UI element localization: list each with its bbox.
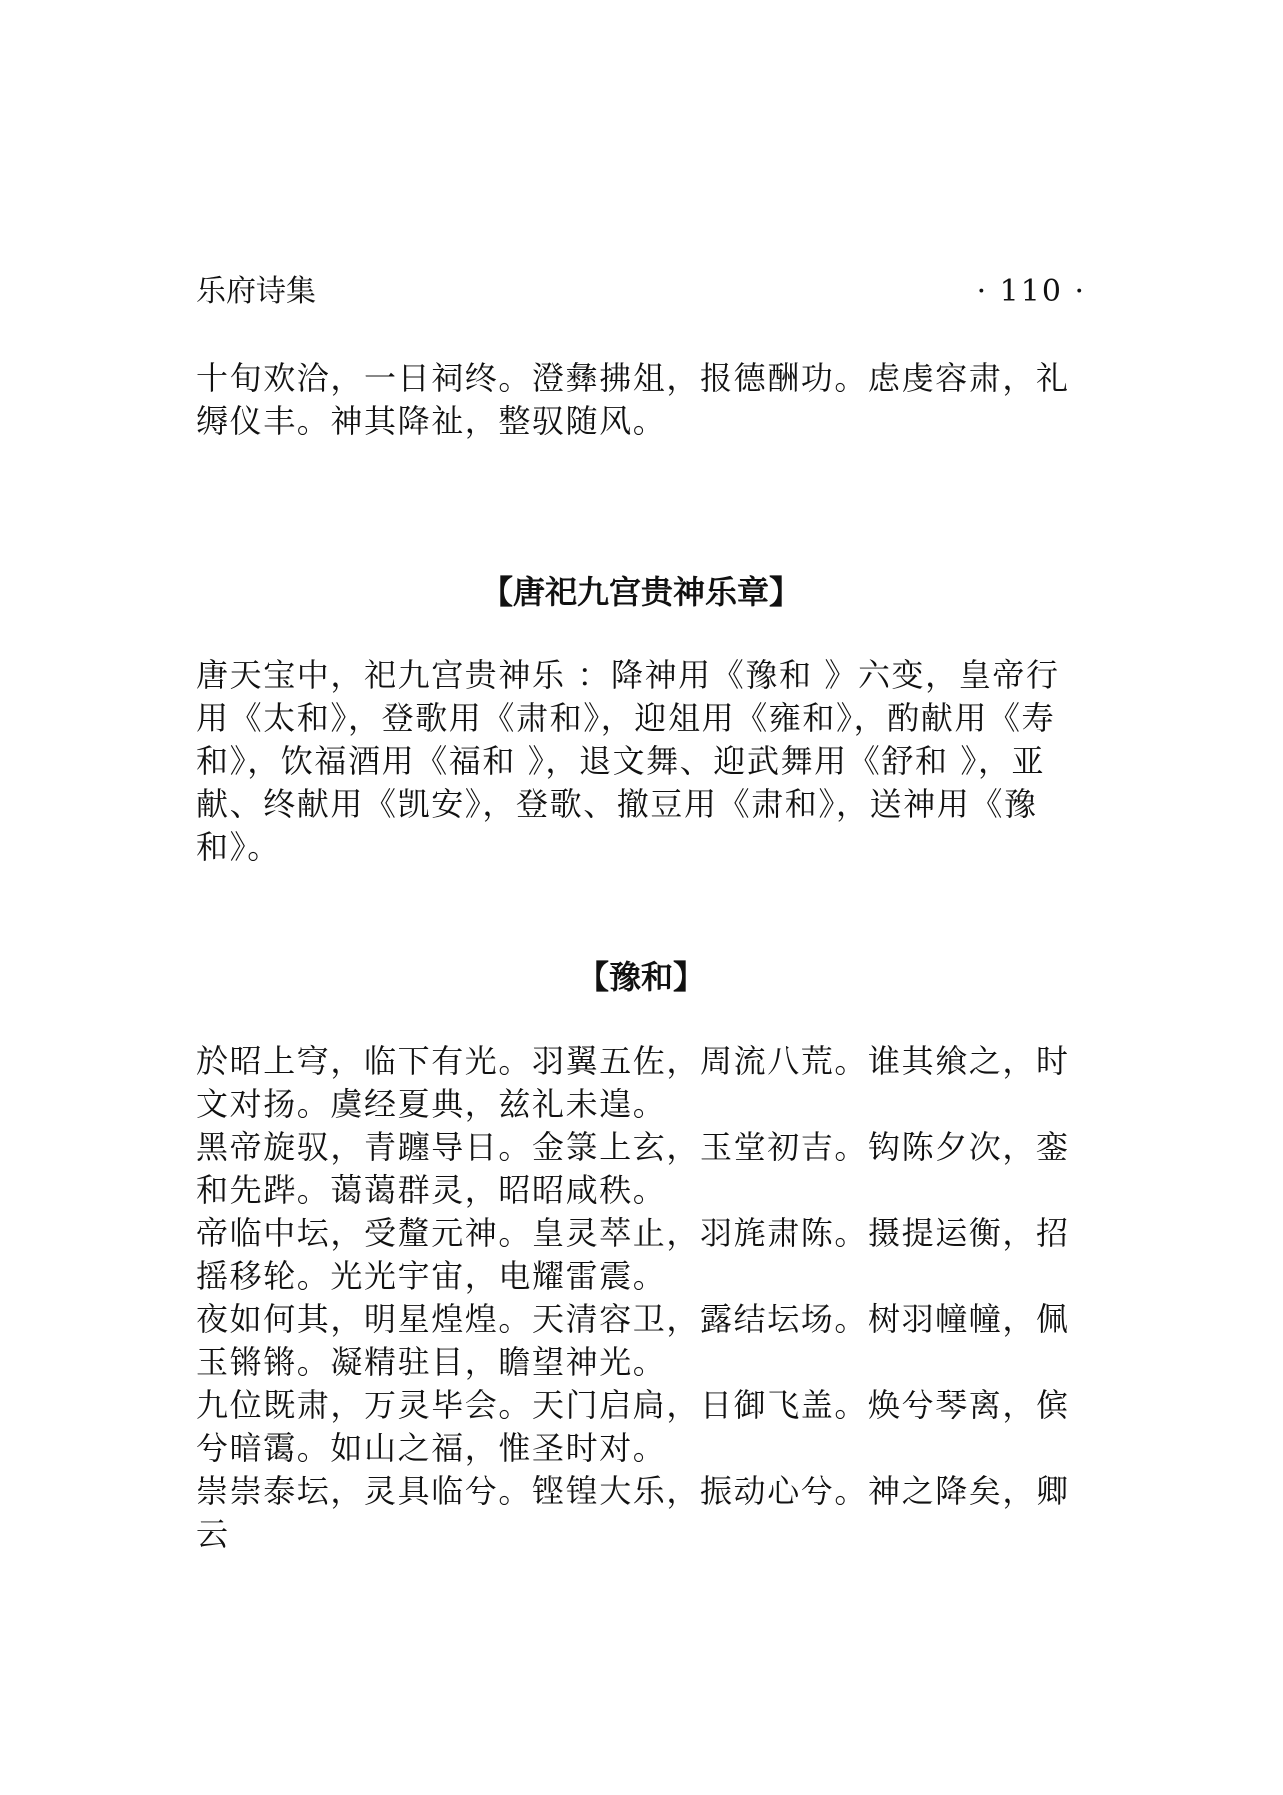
intro-paragraph: 十旬欢洽，一日祠终。澄彝拂俎，报德酬功。虑虔容肃，礼缛仪丰。神其降祉，整驭随风。 [196,359,1070,440]
page-number: · 110 · [976,274,1086,309]
poem-verse: 黑帝旋驭，青躔导日。金箓上玄，玉堂初吉。钩陈夕次，銮和先跸。蔼蔼群灵，昭昭咸秩。 [196,1128,1070,1209]
poem-verse: 帝临中坛，受釐元神。皇灵萃止，羽旄肃陈。摄提运衡，招摇移轮。光光宇宙，电耀雷震。 [196,1214,1070,1295]
poem-verse: 於昭上穹，临下有光。羽翼五佐，周流八荒。谁其飨之，时文对扬。虞经夏典，兹礼未遑。 [196,1042,1070,1123]
poem-verse: 崇崇泰坛，灵具临兮。铿锽大乐，振动心兮。神之降矣，卿云 [196,1472,1070,1553]
page-header [196,270,1086,314]
section-title: 【唐祀九宫贵神乐章】 [480,573,801,611]
poem-verse: 九位既肃，万灵毕会。天门启扃，日御飞盖。焕兮琴离，傧兮暗霭。如山之福，惟圣时对。 [196,1386,1070,1467]
poem-title: 【豫和】 [576,958,705,996]
poem-verses [196,1040,1086,1556]
section-preface: 唐天宝中，祀九宫贵神乐 ：降神用《豫和 》六变，皇帝行用《太和》，登歌用《肃和》，迎俎用《雍和》，酌献用《寿和》，饮福酒用《福和 》，退文舞、迎武舞用《舒和 》，亚献、终献用《凯安》，登歌、撤豆用《肃和》，送神用《豫和》。 [196,656,1060,866]
document-page [196,0,1086,1795]
poem-verse: 夜如何其，明星煌煌。天清容卫，露结坛场。树羽幢幢，佩玉锵锵。凝精驻目，瞻望神光。 [196,1300,1070,1381]
book-title: 乐府诗集 [196,274,316,309]
